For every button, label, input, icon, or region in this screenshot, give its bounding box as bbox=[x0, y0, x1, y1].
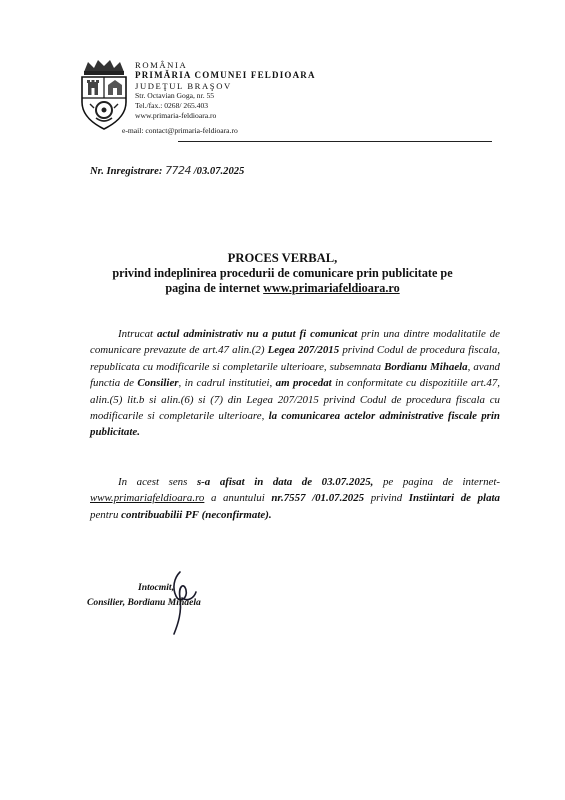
registration-number: 7724 bbox=[165, 164, 192, 177]
document-title: PROCES VERBAL, bbox=[227, 251, 338, 265]
registration-label: Nr. Inregistrare: bbox=[90, 166, 163, 177]
subtitle-link: www.primariafeldioara.ro bbox=[263, 281, 400, 295]
text-run: www.primariafeldioara.ro bbox=[90, 492, 205, 505]
signature-name: Consilier, Bordianu Mihaela bbox=[87, 597, 201, 608]
text-run: s-a afisat in data de 03.07.2025, bbox=[196, 476, 374, 488]
body-paragraph-2 bbox=[90, 474, 500, 523]
text-run: privind bbox=[364, 492, 409, 505]
document-subtitle-line2 bbox=[0, 281, 565, 296]
text-run: nr.7557 /01.07.2025 bbox=[271, 492, 365, 505]
subtitle-prefix: pagina de internet bbox=[165, 281, 264, 295]
text-run: am procedat bbox=[275, 377, 332, 390]
header-divider bbox=[178, 141, 492, 142]
text-run: , in cadrul institutiei, bbox=[178, 377, 276, 390]
text-run: Consilier bbox=[137, 377, 179, 390]
text-run: prin una dintre modalitatile de comunicare prevazute de art.47 alin.(2) bbox=[90, 328, 500, 357]
text-run: in conformitate cu dispozitiile art.47, alin.(5) lit.b si alin.(6) si (7) din Legea 207/2015 privind Codul de procedura fiscala cu modificarile si completarile ulterioare, bbox=[90, 377, 500, 423]
text-run: a anuntului bbox=[204, 492, 272, 505]
text-run: (neconfirmate). bbox=[201, 508, 272, 521]
country-name: ROMÂNIA bbox=[135, 60, 188, 70]
county-name: JUDEŢUL BRAŞOV bbox=[135, 80, 232, 91]
coat-of-arms-icon bbox=[78, 58, 130, 132]
registration-date: /03.07.2025 bbox=[193, 166, 245, 177]
signature-title: Intocmit, bbox=[138, 582, 174, 593]
text-run: , avand functia de bbox=[90, 360, 501, 390]
text-run: contribuabilii PF bbox=[121, 508, 199, 521]
body-paragraph-1 bbox=[90, 326, 500, 441]
registration-line bbox=[90, 164, 244, 177]
text-run: Bordianu Mihaela bbox=[384, 360, 468, 373]
text-run: actul administrativ nu a putut fi comunicat bbox=[157, 328, 358, 340]
text-run: pentru bbox=[90, 508, 122, 521]
text-run: Legea 207/2015 bbox=[267, 344, 340, 357]
institution-name: PRIMĂRIA COMUNEI FELDIOARA bbox=[135, 70, 316, 81]
email: e-mail: contact@primaria-feldioara.ro bbox=[122, 126, 238, 135]
institution-header bbox=[135, 60, 316, 121]
website: www.primaria-feldioara.ro bbox=[135, 111, 217, 121]
text-run: la comunicarea actelor administrative fiscale prin publicitate. bbox=[90, 410, 500, 439]
document-subtitle-line1: privind indeplinirea procedurii de comunicare prin publicitate pe bbox=[112, 266, 453, 280]
text-run: privind Codul de procedura fiscala, republicata cu modificarile si completarile ulterioare, subsemnata bbox=[90, 344, 501, 373]
phone: Tel./fax.: 0268/ 265.403 bbox=[135, 101, 209, 111]
text-run: In acest sens bbox=[118, 476, 197, 488]
address: Str. Octavian Goga, nr. 55 bbox=[135, 91, 215, 101]
text-run: pe pagina de internet- bbox=[373, 476, 501, 488]
text-run: Intrucat bbox=[118, 328, 158, 340]
text-run: Instiintari de plata bbox=[408, 492, 500, 505]
